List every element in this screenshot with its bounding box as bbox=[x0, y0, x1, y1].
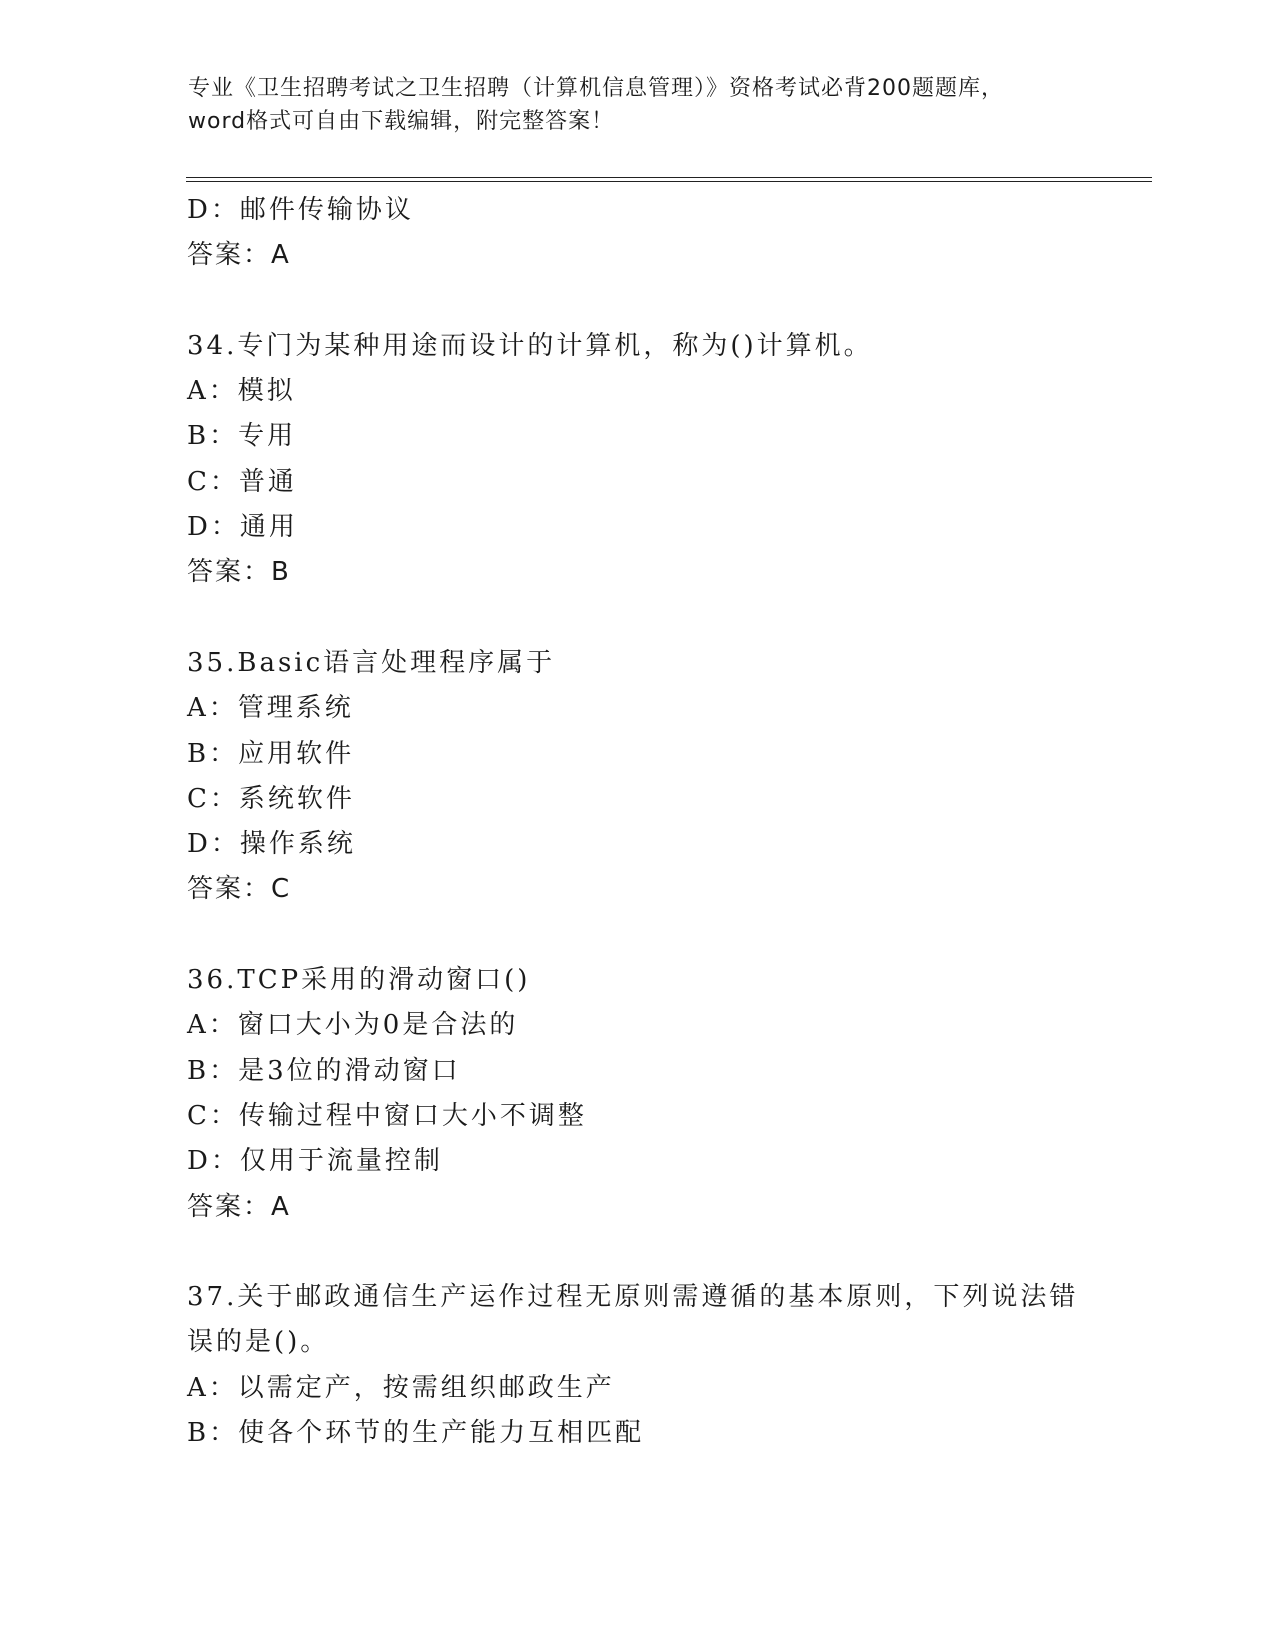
question-block-37 bbox=[187, 1275, 1087, 1456]
option-c: C：系统软件 bbox=[187, 783, 355, 814]
question-text: 34.专门为某种用途而设计的计算机，称为()计算机。 bbox=[187, 330, 873, 361]
option-d: D：通用 bbox=[187, 512, 298, 543]
question-block-34 bbox=[187, 324, 1087, 596]
spacer bbox=[187, 913, 1087, 958]
option-c: C：普通 bbox=[187, 466, 297, 497]
option-d: D：邮件传输协议 bbox=[187, 195, 414, 225]
option-a: A：管理系统 bbox=[187, 693, 354, 724]
option-c: C：传输过程中窗口大小不调整 bbox=[187, 1100, 587, 1131]
question-text-line-2: 误的是()。 bbox=[187, 1327, 330, 1358]
answer-line: 答案：A bbox=[187, 240, 291, 271]
question-list bbox=[187, 188, 1087, 1456]
question-text: 36.TCP采用的滑动窗口() bbox=[187, 965, 531, 996]
header-line-1: 专业《卫生招聘考试之卫生招聘（计算机信息管理）》资格考试必背200题题库， bbox=[188, 76, 1004, 101]
option-b: B：使各个环节的生产能力互相匹配 bbox=[187, 1418, 645, 1449]
question-block-36 bbox=[187, 958, 1087, 1230]
question-block-35 bbox=[187, 641, 1087, 913]
option-a: A：以需定产，按需组织邮政生产 bbox=[187, 1372, 615, 1403]
question-block-33 bbox=[187, 188, 1087, 279]
answer-line: 答案：C bbox=[187, 874, 292, 905]
option-d: D：操作系统 bbox=[187, 829, 356, 860]
option-a: A：模拟 bbox=[187, 376, 296, 407]
document-header bbox=[188, 72, 1088, 138]
option-b: B：应用软件 bbox=[187, 738, 355, 769]
question-text-line-1: 37.关于邮政通信生产运作过程无原则需遵循的基本原则，下列说法错 bbox=[187, 1282, 1079, 1313]
spacer bbox=[187, 279, 1087, 324]
option-a: A：窗口大小为0是合法的 bbox=[187, 1010, 519, 1041]
option-b: B：专用 bbox=[187, 421, 297, 452]
option-b: B：是3位的滑动窗口 bbox=[187, 1055, 461, 1086]
spacer bbox=[187, 596, 1087, 641]
question-text: 35.Basic语言处理程序属于 bbox=[187, 647, 556, 678]
spacer bbox=[187, 1230, 1087, 1275]
header-line-2: word格式可自由下载编辑，附完整答案！ bbox=[188, 109, 615, 134]
option-d: D：仅用于流量控制 bbox=[187, 1146, 443, 1177]
header-divider bbox=[186, 177, 1152, 182]
answer-line: 答案：B bbox=[187, 557, 291, 588]
answer-line: 答案：A bbox=[187, 1191, 291, 1222]
